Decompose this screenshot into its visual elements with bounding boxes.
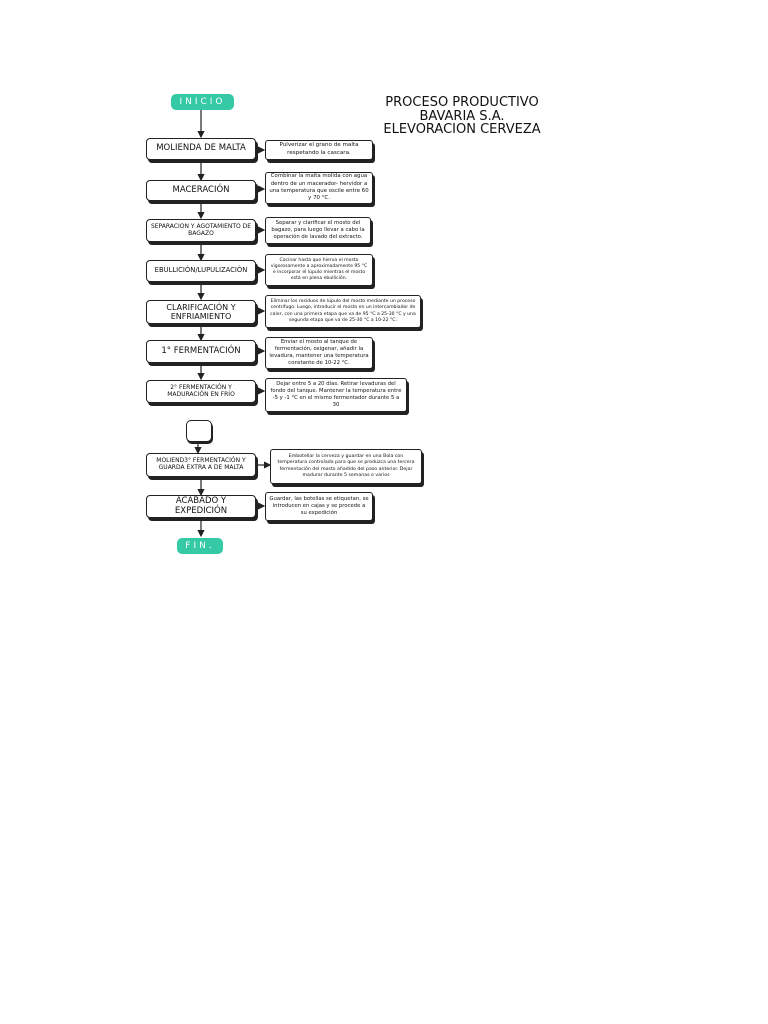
desc-segunda-fermentacion: Dejar entre 5 a 20 días. Retirar levaduras del fondo del tanque. Mantener la temperatura entre -5 y -1 °C en el mismo fermentador durante 5 a 30 xyxy=(265,378,407,412)
desc-molienda: Pulverizar el grano de malta respetando la cascara. xyxy=(265,140,373,160)
step-separacion: SEPARACION Y AGOTAMIENTO DE BAGAZO xyxy=(146,219,256,242)
desc-maceracion: Combinar la malta molida con agua dentro de un macerador- hervidor a una temperatura que oscile entre 60 y 70 °C. xyxy=(265,172,373,204)
desc-tercera-fermentacion: Embotellar la cerveza y guardar en una Bola con temperatura controlada para que se produzca una tercera fermentación del mosto añadido del paso anterior. Dejar madurar durante 5 semanas o varios xyxy=(270,449,422,484)
title-line-1: PROCESO PRODUCTIVO xyxy=(385,95,539,110)
desc-acabado: Guardar, las botellas se etiquetan, se introducen en cajas y se procede a su expedición xyxy=(265,492,373,521)
step-clarificacion: CLARIFICACIÓN Y ENFRIAMIENTO xyxy=(146,300,256,324)
empty-node xyxy=(186,420,212,442)
step-maceracion: MACERACIÓN xyxy=(146,180,256,201)
desc-separacion: Separar y clarificar el mosto del bagazo, para luego llevar a cabo la operación de lavado del extracto. xyxy=(265,217,371,244)
end-terminal: FIN. xyxy=(177,538,223,554)
step-primera-fermentacion: 1° FERMENTACIÓN xyxy=(146,340,256,363)
start-terminal: INICIO xyxy=(171,94,234,110)
step-molienda: MOLIENDA DE MALTA xyxy=(146,138,256,160)
title-line-3: ELEVORACION CERVEZA xyxy=(383,122,541,138)
desc-primera-fermentacion: Enviar el mosto al tanque de fermentación, oxigenar, añadir la levadura, mantener una temperatura constante de 10-22 °C. xyxy=(265,337,373,369)
step-tercera-fermentacion: MOLIEND3° FERMENTACIÓN Y GUARDA EXTRA A DE MALTA xyxy=(146,453,256,477)
step-ebullicion: EBULLICIÓN/LUPULIZACIÓN xyxy=(146,260,256,282)
desc-ebullicion: Cocinar hasta que hierva el mosto vigorosamente a aproximadamente 95 °C e incorporar el lúpulo mientras el mosto está en plena ebullición. xyxy=(265,254,373,286)
diagram-title xyxy=(342,96,582,137)
step-segunda-fermentacion: 2° FERMENTACIÓN Y MADURACIÓN EN FRÍO xyxy=(146,380,256,403)
title-line-2: BAVARIA S.A. xyxy=(419,108,505,124)
step-acabado: ACABADO Y EXPEDICIÓN xyxy=(146,495,256,518)
desc-clarificacion: Eliminar los residuos de lúpulo del mosto mediante un proceso centrífugo. Luego, introducir el mosto en un intercambiador de calor, con una primera etapa que va de 95 °C a 25-30 °C y una segunda etapa que va de 25-30 °C a 10-22 °C. xyxy=(265,295,421,328)
